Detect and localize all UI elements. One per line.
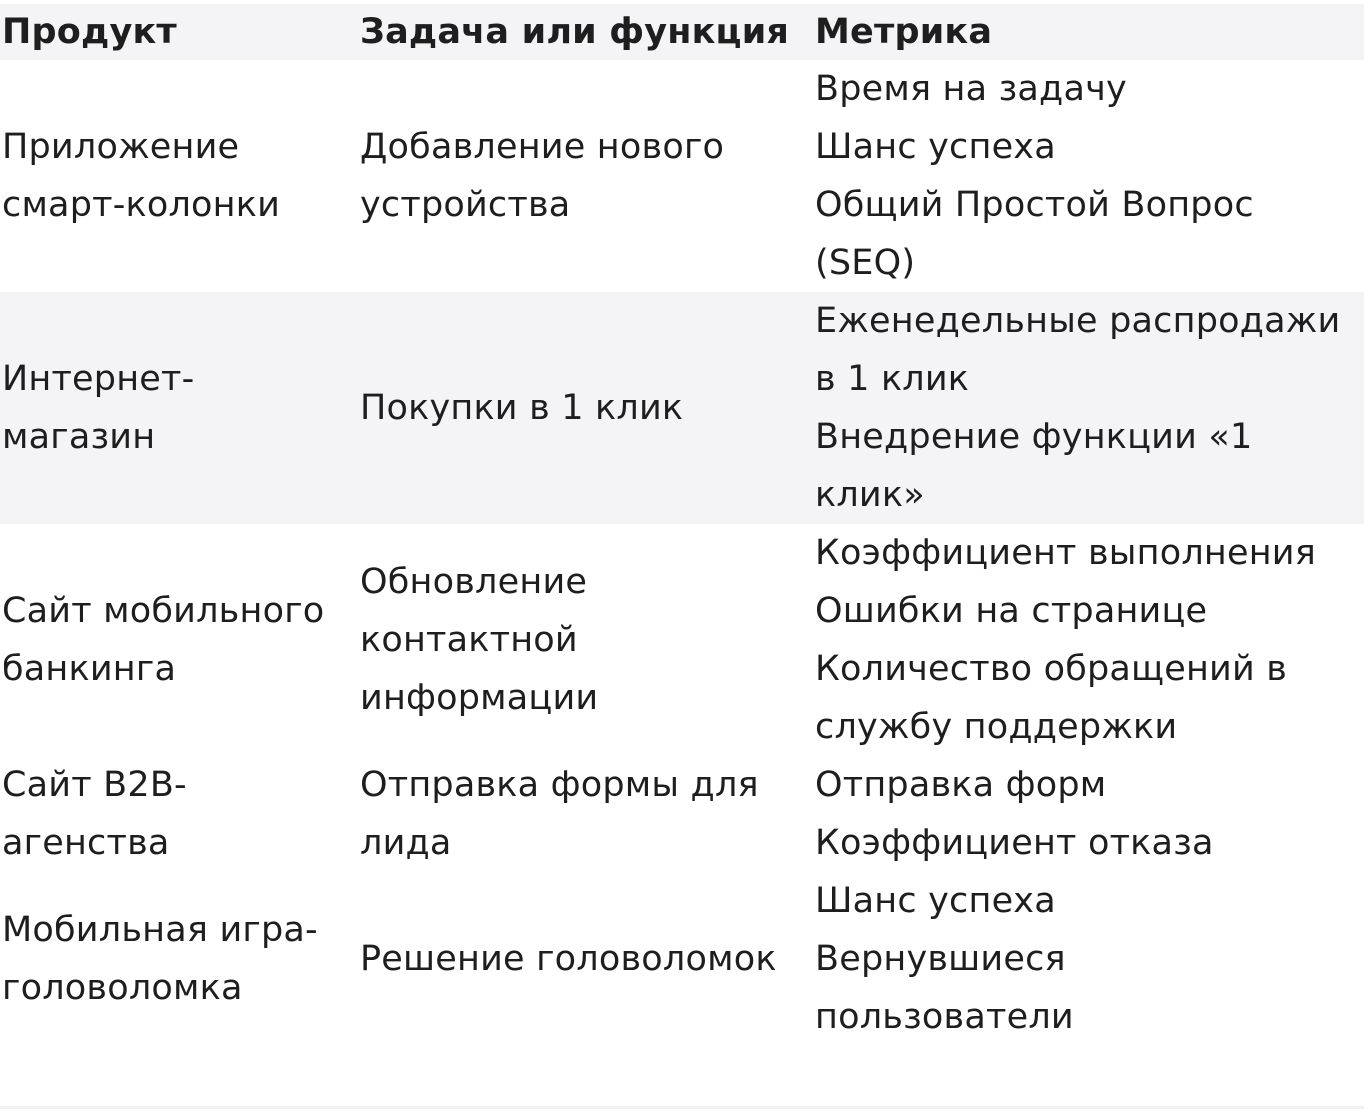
metric-line: Общий Простой Вопрос bbox=[815, 185, 1254, 225]
metric-line: в 1 клик bbox=[815, 359, 970, 399]
metric-line: Отправка форм bbox=[815, 765, 1107, 805]
product-cell bbox=[0, 118, 360, 234]
metric-line: Вернувшиеся bbox=[815, 939, 1066, 979]
task-line: устройства bbox=[360, 185, 571, 225]
product-cell bbox=[0, 756, 360, 872]
metric-line: пользователи bbox=[815, 997, 1074, 1037]
metric-line: Количество обращений в bbox=[815, 649, 1288, 689]
task-cell bbox=[360, 379, 815, 437]
metric-line: Шанс успеха bbox=[815, 881, 1056, 921]
task-cell bbox=[360, 756, 815, 872]
product-line: Сайт мобильного bbox=[2, 591, 325, 631]
metric-cell bbox=[815, 756, 1364, 872]
metric-line: Ошибки на странице bbox=[815, 591, 1208, 631]
table-bottom-divider bbox=[0, 1106, 1364, 1109]
table-row bbox=[0, 292, 1364, 524]
product-line: Сайт B2B- bbox=[2, 765, 187, 805]
metric-cell bbox=[815, 60, 1364, 292]
product-line: банкинга bbox=[2, 649, 177, 689]
task-line: лида bbox=[360, 823, 452, 863]
product-line: магазин bbox=[2, 417, 156, 457]
product-cell bbox=[0, 350, 360, 466]
metric-line: Внедрение функции «1 bbox=[815, 417, 1253, 457]
table-row bbox=[0, 756, 1364, 872]
task-line: Обновление bbox=[360, 562, 588, 602]
header-product: Продукт bbox=[2, 12, 177, 52]
metric-line: (SEQ) bbox=[815, 243, 916, 283]
product-line: Интернет- bbox=[2, 359, 195, 399]
task-line: контактной bbox=[360, 620, 578, 660]
header-metric: Метрика bbox=[815, 12, 993, 52]
task-cell bbox=[360, 118, 815, 234]
task-cell bbox=[360, 553, 815, 727]
metric-line: клик» bbox=[815, 475, 925, 515]
metric-line: службу поддержки bbox=[815, 707, 1178, 747]
product-line: Мобильная игра- bbox=[2, 910, 318, 950]
task-cell bbox=[360, 930, 815, 988]
metric-line: Время на задачу bbox=[815, 69, 1127, 109]
metrics-table bbox=[0, 4, 1364, 1046]
metric-line: Коэффициент выполнения bbox=[815, 533, 1316, 573]
metric-cell bbox=[815, 524, 1364, 756]
product-cell bbox=[0, 901, 360, 1017]
table-row bbox=[0, 60, 1364, 292]
task-line: Решение головоломок bbox=[360, 939, 777, 979]
task-line: Отправка формы для bbox=[360, 765, 759, 805]
product-cell bbox=[0, 582, 360, 698]
metric-cell bbox=[815, 872, 1364, 1046]
product-line: смарт-колонки bbox=[2, 185, 281, 225]
product-line: Приложение bbox=[2, 127, 240, 167]
product-line: головоломка bbox=[2, 968, 243, 1008]
metric-line: Шанс успеха bbox=[815, 127, 1056, 167]
task-line: информации bbox=[360, 678, 599, 718]
metric-line: Коэффициент отказа bbox=[815, 823, 1214, 863]
task-line: Покупки в 1 клик bbox=[360, 388, 684, 428]
task-line: Добавление нового bbox=[360, 127, 725, 167]
table-row bbox=[0, 872, 1364, 1046]
product-line: агенства bbox=[2, 823, 170, 863]
table-row bbox=[0, 524, 1364, 756]
header-task: Задача или функция bbox=[360, 12, 790, 52]
table-header-row bbox=[0, 4, 1364, 60]
metric-line: Еженедельные распродажи bbox=[815, 301, 1341, 341]
metric-cell bbox=[815, 292, 1364, 524]
